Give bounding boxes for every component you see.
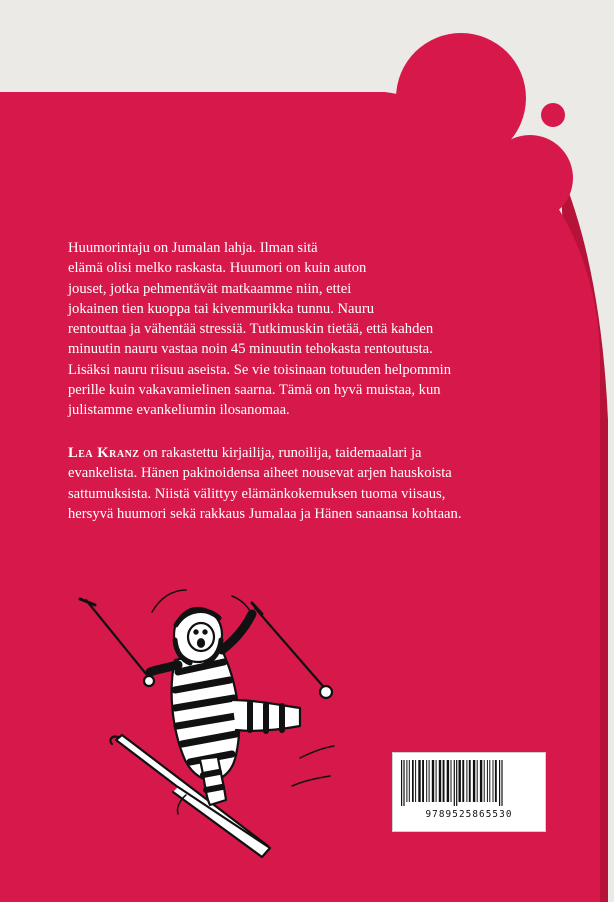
barcode-bar bbox=[403, 760, 404, 806]
barcode-bar bbox=[456, 760, 457, 806]
barcode-bar bbox=[459, 760, 461, 802]
barcode-bar bbox=[451, 760, 452, 802]
barcode-bar bbox=[443, 760, 445, 802]
barcode-bar bbox=[477, 760, 478, 802]
barcode-bar bbox=[487, 760, 488, 802]
skier-eye-left bbox=[194, 630, 197, 633]
barcode-bar bbox=[466, 760, 467, 802]
skier-mouth bbox=[198, 639, 204, 647]
barcode-bar bbox=[418, 760, 420, 802]
author-bio-line: evankelista. Hänen pakinoidensa aiheet nousevat arjen hauskoista bbox=[68, 465, 452, 482]
barcode-bar bbox=[501, 760, 502, 806]
barcode-bar bbox=[469, 760, 471, 802]
barcode-bar bbox=[412, 760, 414, 802]
barcode-bar bbox=[480, 760, 482, 802]
barcode-bar bbox=[409, 760, 410, 802]
barcode-bar bbox=[462, 760, 464, 802]
blurb-line: Huumorintaju on Jumalan lahja. Ilman sitä bbox=[68, 240, 318, 256]
isbn-number: 9789525865530 bbox=[425, 809, 513, 820]
pole-basket-left bbox=[144, 676, 154, 686]
barcode-bar bbox=[422, 760, 424, 802]
back-cover-blurb bbox=[68, 238, 451, 421]
barcode-bar bbox=[499, 760, 500, 806]
blurb-line: jokainen tien kuoppa tai kivenmurikka tunnu. Nauru bbox=[68, 300, 374, 317]
bubble-medium bbox=[487, 135, 573, 221]
barcode-bars bbox=[401, 760, 535, 806]
barcode-bar bbox=[447, 760, 449, 802]
barcode-bar bbox=[406, 760, 407, 802]
blurb-line: jouset, jotka pehmentävät matkaamme niin, ettei bbox=[68, 280, 352, 297]
blurb-line: Lisäksi nauru riisuu aseista. Se vie toisinaan totuuden helpommin bbox=[68, 361, 452, 378]
author-bio bbox=[68, 443, 461, 524]
barcode-bar bbox=[484, 760, 485, 802]
barcode-bar bbox=[439, 760, 441, 802]
barcode-bar bbox=[489, 760, 490, 802]
barcode-bar bbox=[495, 760, 497, 802]
isbn-barcode bbox=[392, 752, 546, 832]
author-bio-text: on rakastettu kirjailija, runoilija, taidemaalari ja bbox=[139, 445, 422, 461]
author-bio-line: sattumuksista. Niistä välittyy elämänkokemuksen tuoma viisaus, bbox=[68, 485, 446, 502]
barcode-bar bbox=[415, 760, 416, 802]
skier-eye-right bbox=[203, 630, 206, 633]
author-bio-line bbox=[68, 443, 461, 463]
author-bio-line: hersyvä huumori sekä rakkaus Jumalaa ja Hänen sanaansa kohtaan. bbox=[68, 505, 462, 522]
blurb-line: perille kuin vakavamielinen saarna. Tämä on hyvä muistaa, kun bbox=[68, 382, 441, 399]
barcode-bar bbox=[426, 760, 427, 802]
blurb-line: julistamme evankeliumin ilosanomaa. bbox=[68, 402, 290, 419]
bubble-lower bbox=[508, 226, 554, 272]
pole-basket-right bbox=[320, 686, 332, 698]
barcode-bar bbox=[432, 760, 434, 802]
barcode-bar bbox=[454, 760, 455, 806]
bubble-small bbox=[541, 103, 565, 127]
blurb-line: rentouttaa ja vähentää stressiä. Tutkimuskin tietää, että kahden bbox=[68, 321, 434, 338]
barcode-bar bbox=[473, 760, 475, 802]
blurb-line: elämä olisi melko raskasta. Huumori on kuin auton bbox=[68, 260, 367, 277]
blurb-line: minuutin nauru vastaa noin 45 minuutin tehokasta rentoutusta. bbox=[68, 341, 433, 358]
barcode-bar bbox=[493, 760, 494, 802]
barcode-bar bbox=[401, 760, 402, 806]
author-name: Lea Kranz bbox=[68, 445, 140, 461]
barcode-bar bbox=[429, 760, 430, 802]
barcode-bar bbox=[436, 760, 437, 802]
